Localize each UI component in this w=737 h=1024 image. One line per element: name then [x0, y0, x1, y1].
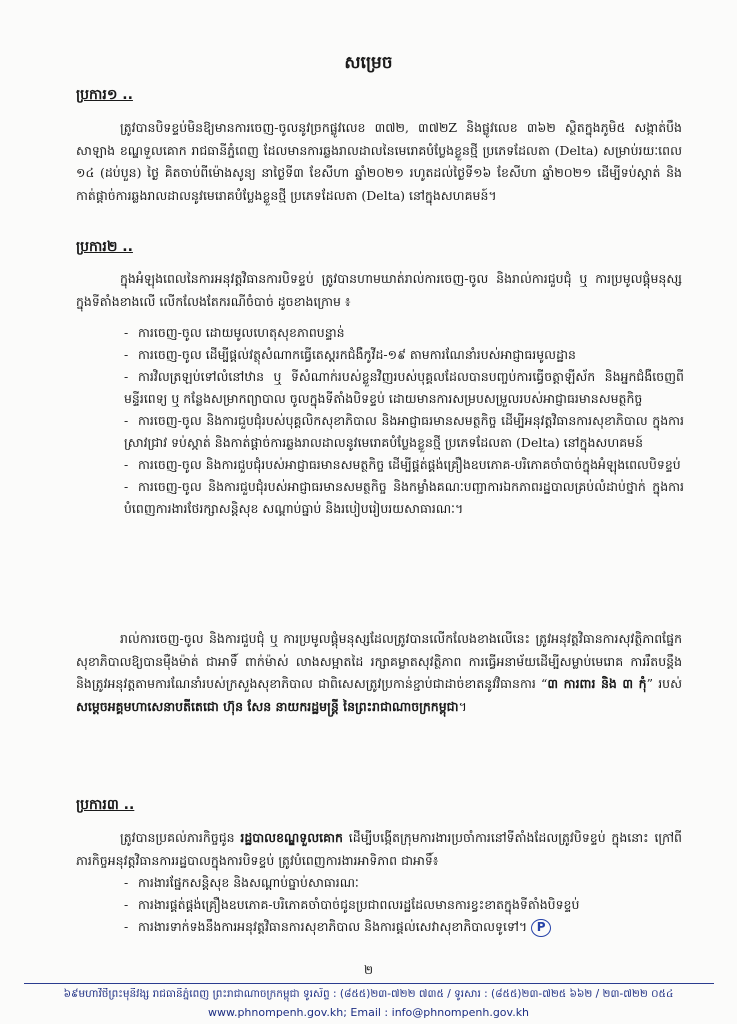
article-1-heading: ប្រការ១ .. [76, 87, 133, 103]
article-1-paragraph: ត្រូវបានបិទខ្ទប់មិនឱ្យមានការចេញ-ចូលនូវច្រកផ្លូវលេខ ៣៧២, ៣៧២Z និងផ្លូវលេខ ៣៦២ ស្ថិតក្នុងភូមិ៥ សង្កាត់បឹងសាឡាង ខណ្ឌទួលគោក រាជធានីភ្នំពេញ ដែលមានការឆ្លងរាលដាលនៃមេរោគបំប្លែងខ្លួនថ្មី ប្រភេទដែលតា (Delta) សម្រាប់រយៈពេល ១៤ (ដប់បួន) ថ្ងៃ គិតចាប់ពីម៉ោងសូន្យ នាថ្ងៃទី៣ ខែសីហា ឆ្នាំ២០២១ រហូតដល់ថ្ងៃទី១៦ ខែសីហា ឆ្នាំ២០២១ ដើម្បីទប់ស្កាត់ និងកាត់ផ្តាច់ការឆ្លងរាលដាលនូវមេរោគបំប្លែងខ្លួនថ្មី ប្រភេទដែលតា (Delta) នៅក្នុងសហគមន៍។ [76, 120, 682, 203]
list-item: - ការចេញ-ចូល និងការជួបជុំរបស់អាជ្ញាធរមានសមត្ថកិច្ច និងកម្លាំងគណៈបញ្ជាការឯកភាពរដ្ឋបាលគ្រប់លំដាប់ថ្នាក់ ក្នុងការបំពេញការងារថែរក្សាសន្តិសុខ សណ្តាប់ធ្នាប់ និងរបៀបរៀបរយសាធារណៈ។ [124, 479, 684, 516]
footer-divider [24, 983, 714, 984]
list-item: - ការងារទាក់ទងនឹងការអនុវត្តវិធានការសុខាភិបាល និងការផ្តល់សេវាសុខាភិបាលទូទៅ។ P [124, 916, 684, 938]
list-item: - ការងារផ្គត់ផ្គង់គ្រឿងឧបភោគ-បរិភោគចាំបាច់ជូនប្រជាពលរដ្ឋដែលមានការខ្វះខាតក្នុងទីតាំងបិទខ្ទប់ [124, 897, 580, 912]
list-item: - ការចេញ-ចូល និងការជួបជុំរបស់បុគ្គលិកសុខាភិបាល និងអាជ្ញាធរមានសមត្ថកិច្ច ដើម្បីអនុវត្តវិធានការសុខាភិបាល ក្នុងការស្រាវជ្រាវ ទប់ស្កាត់ និងកាត់ផ្តាច់ការឆ្លងរាលដាលនូវមេរោគបំប្លែងខ្លួនថ្មី ប្រភេទដែលតា (Delta) នៅក្នុងសហគមន៍ [124, 413, 684, 450]
article-3-paragraph: ត្រូវបានប្រគល់ភារកិច្ចជូន រដ្ឋបាលខណ្ឌទួលគោក ដើម្បីបង្កើតក្រុមការងារប្រចាំការនៅទីតាំងដែលត្រូវបិទខ្ទប់ ក្នុងនោះ ក្រៅពីភារកិច្ចអនុវត្តវិធានការរដ្ឋបាលក្នុងការបិទខ្ទប់ ត្រូវបំពេញការងារអាទិភាព ជាអាទិ៍៖ [76, 830, 682, 868]
three-protections-emphasis: ៣ ការពារ និង ៣ កុំ [547, 676, 647, 691]
list-item: - ការចេញ-ចូល និងការជួបជុំរបស់អាជ្ញាធរមានសមត្ថកិច្ច ដើម្បីផ្គត់ផ្គង់គ្រឿងឧបភោគ-បរិភោគចាំបាច់ក្នុងអំឡុងពេលបិទខ្ទប់ [124, 457, 681, 472]
list-item: - ការចេញ-ចូល ដោយមូលហេតុសុខភាពបន្ទាន់ [124, 325, 345, 340]
district-administration-emphasis: រដ្ឋបាលខណ្ឌទួលគោក [240, 830, 343, 845]
list-item: - ការវិលត្រឡប់ទៅលំនៅឋាន ឬ ទីសំណាក់របស់ខ្លួនវិញរបស់បុគ្គលដែលបានបញ្ចប់ការធ្វើចត្តាឡីស័ក និងអ្នកជំងឺចេញពីមន្ទីរពេទ្យ ឬ កន្លែងសម្រាកព្យាបាល ចូលក្នុងទីតាំងបិទខ្ទប់ ដោយមានការសម្របសម្រួលរបស់អាជ្ញាធរមានសមត្ថកិច្ច [124, 369, 684, 406]
article-2-closing-paragraph: រាល់ការចេញ-ចូល និងការជួបជុំ ឬ ការប្រមូលផ្តុំមនុស្សដែលត្រូវបានលើកលែងខាងលើនេះ ត្រូវអនុវត្តវិធានការសុវត្ថិភាពផ្នែកសុខាភិបាលឱ្យបានម៉ឺងម៉ាត់ ជាអាទិ៍ ពាក់ម៉ាស់ លាងសម្អាតដៃ រក្សាគម្លាតសុវត្ថិភាព ការធ្វើអនាម័យដើម្បីសម្លាប់មេរោគ ការរឹតបន្តឹង និងត្រូវអនុវត្តតាមការណែនាំរបស់ក្រសួងសុខាភិបាល ជាពិសេសត្រូវប្រកាន់ខ្ជាប់ជាដាច់ខាតនូវវិធានការ “៣ ការពារ និង ៣ កុំ” របស់ សម្តេចអគ្គមហាសេនាបតីតេជោ ហ៊ុន សែន នាយករដ្ឋមន្ត្រី នៃព្រះរាជាណាចក្រកម្ពុជា។ [76, 631, 682, 714]
list-item: - ការងារផ្នែកសន្តិសុខ និងសណ្តាប់ធ្នាប់សាធារណៈ [124, 875, 359, 890]
list-item: - ការចេញ-ចូល ដើម្បីផ្តល់វត្ថុសំណាកធ្វើតេស្តរកជំងឺកូវីដ-១៩ តាមការណែនាំរបស់អាជ្ញាធរមូលដ្ឋាន [124, 347, 576, 362]
article-3-heading: ប្រការ៣ .. [76, 797, 135, 813]
article-3-tasks-list [124, 872, 684, 938]
footer-website[interactable]: www.phnompenh.gov.kh; Email : info@phnompenh.gov.kh [207, 1006, 530, 1019]
document-title: សម្រេច [344, 53, 393, 73]
page-number: ២ [363, 963, 374, 977]
article-2-heading: ប្រការ២ .. [76, 239, 133, 255]
article-2-paragraph: ក្នុងអំឡុងពេលនៃការអនុវត្តវិធានការបិទខ្ទប់ ត្រូវបានហាមឃាត់រាល់ការចេញ-ចូល និងរាល់ការជួបជុំ ឬ ការប្រមូលផ្តុំមនុស្ស ក្នុងទីតាំងខាងលើ លើកលែងតែករណីចំបាច់ ដូចខាងក្រោម ៖ [76, 271, 682, 309]
initials-mark: P [531, 919, 551, 937]
prime-minister-emphasis: សម្តេចអគ្គមហាសេនាបតីតេជោ ហ៊ុន សែន នាយករដ្ឋមន្ត្រី នៃព្រះរាជាណាចក្រកម្ពុជា [76, 698, 459, 714]
footer-address: ៦៩មហាវិថីព្រះមុនីវង្ស រាជធានីភ្នំពេញ ព្រះរាជាណាចក្រកម្ពុជា ទូរស័ព្ទ : (៨៥៥)២៣-៧២២ ៧៣៥ / ទូរសារ : (៨៥៥)២៣-៧២៥ ៦៦២ / ២៣-៧២២ ០៥៤ [63, 988, 674, 1000]
article-2-exceptions-list [124, 322, 684, 520]
